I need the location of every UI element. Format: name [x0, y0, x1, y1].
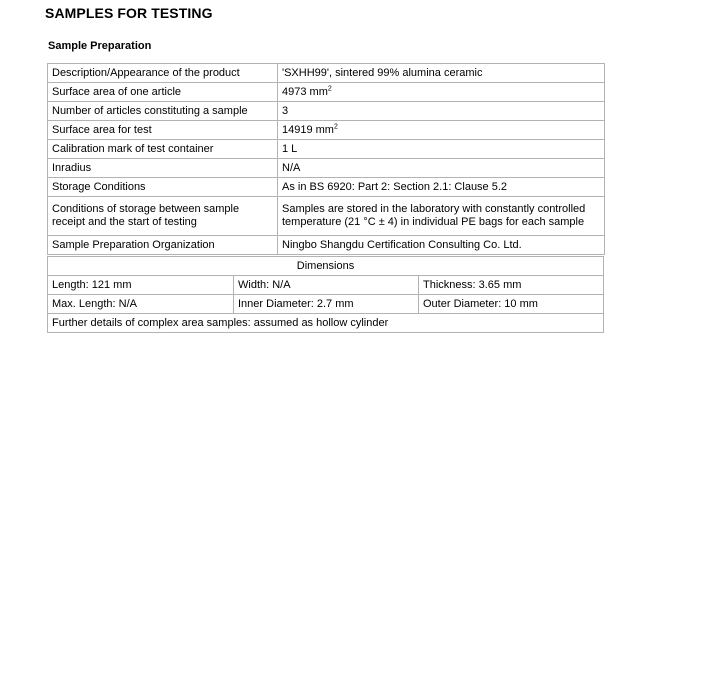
row-value: Ningbo Shangdu Certification Consulting Co. Ltd.: [278, 236, 605, 255]
table-row: [48, 102, 605, 121]
complex-area-details: Further details of complex area samples: assumed as hollow cylinder: [48, 314, 604, 333]
row-value: [278, 83, 605, 102]
table-row: [48, 64, 605, 83]
table-row: [48, 83, 605, 102]
sample-preparation-table: [47, 63, 605, 255]
unit-superscript: 2: [333, 122, 338, 130]
dimension-width: Width: N/A: [234, 276, 419, 295]
row-value: 'SXHH99', sintered 99% alumina ceramic: [278, 64, 605, 83]
row-value: 1 L: [278, 140, 605, 159]
section-title: Sample Preparation: [48, 40, 152, 52]
dimension-inner-diameter: Inner Diameter: 2.7 mm: [234, 295, 419, 314]
table-row: [48, 276, 604, 295]
row-label: Surface area of one article: [48, 83, 278, 102]
unit-superscript: 2: [327, 84, 332, 92]
value-text: 14919 mm: [282, 123, 334, 136]
table-row: [48, 159, 605, 178]
value-text: 4973 mm: [282, 85, 328, 98]
table-row: [48, 314, 604, 333]
dimension-thickness: Thickness: 3.65 mm: [419, 276, 604, 295]
table-row: [48, 295, 604, 314]
row-label: Storage Conditions: [48, 178, 278, 197]
row-label: Inradius: [48, 159, 278, 178]
dimension-max-length: Max. Length: N/A: [48, 295, 234, 314]
row-value: Samples are stored in the laboratory with constantly controlled temperature (21 °C ± 4) in individual PE bags for each sample: [278, 197, 605, 236]
table-row: [48, 236, 605, 255]
dimension-length: Length: 121 mm: [48, 276, 234, 295]
table-row: [48, 121, 605, 140]
table-row: [48, 257, 604, 276]
page-title: SAMPLES FOR TESTING: [45, 5, 213, 21]
row-label: Sample Preparation Organization: [48, 236, 278, 255]
row-label: Conditions of storage between sample receipt and the start of testing: [48, 197, 278, 236]
row-label: Number of articles constituting a sample: [48, 102, 278, 121]
row-label: Description/Appearance of the product: [48, 64, 278, 83]
dimensions-table: [47, 256, 604, 333]
table-row: [48, 178, 605, 197]
dimension-outer-diameter: Outer Diameter: 10 mm: [419, 295, 604, 314]
dimensions-header: Dimensions: [48, 257, 604, 276]
table-row: [48, 197, 605, 236]
row-label: Calibration mark of test container: [48, 140, 278, 159]
row-value: As in BS 6920: Part 2: Section 2.1: Clause 5.2: [278, 178, 605, 197]
row-value: 3: [278, 102, 605, 121]
row-label: Surface area for test: [48, 121, 278, 140]
row-value: N/A: [278, 159, 605, 178]
table-row: [48, 140, 605, 159]
row-value: [278, 121, 605, 140]
